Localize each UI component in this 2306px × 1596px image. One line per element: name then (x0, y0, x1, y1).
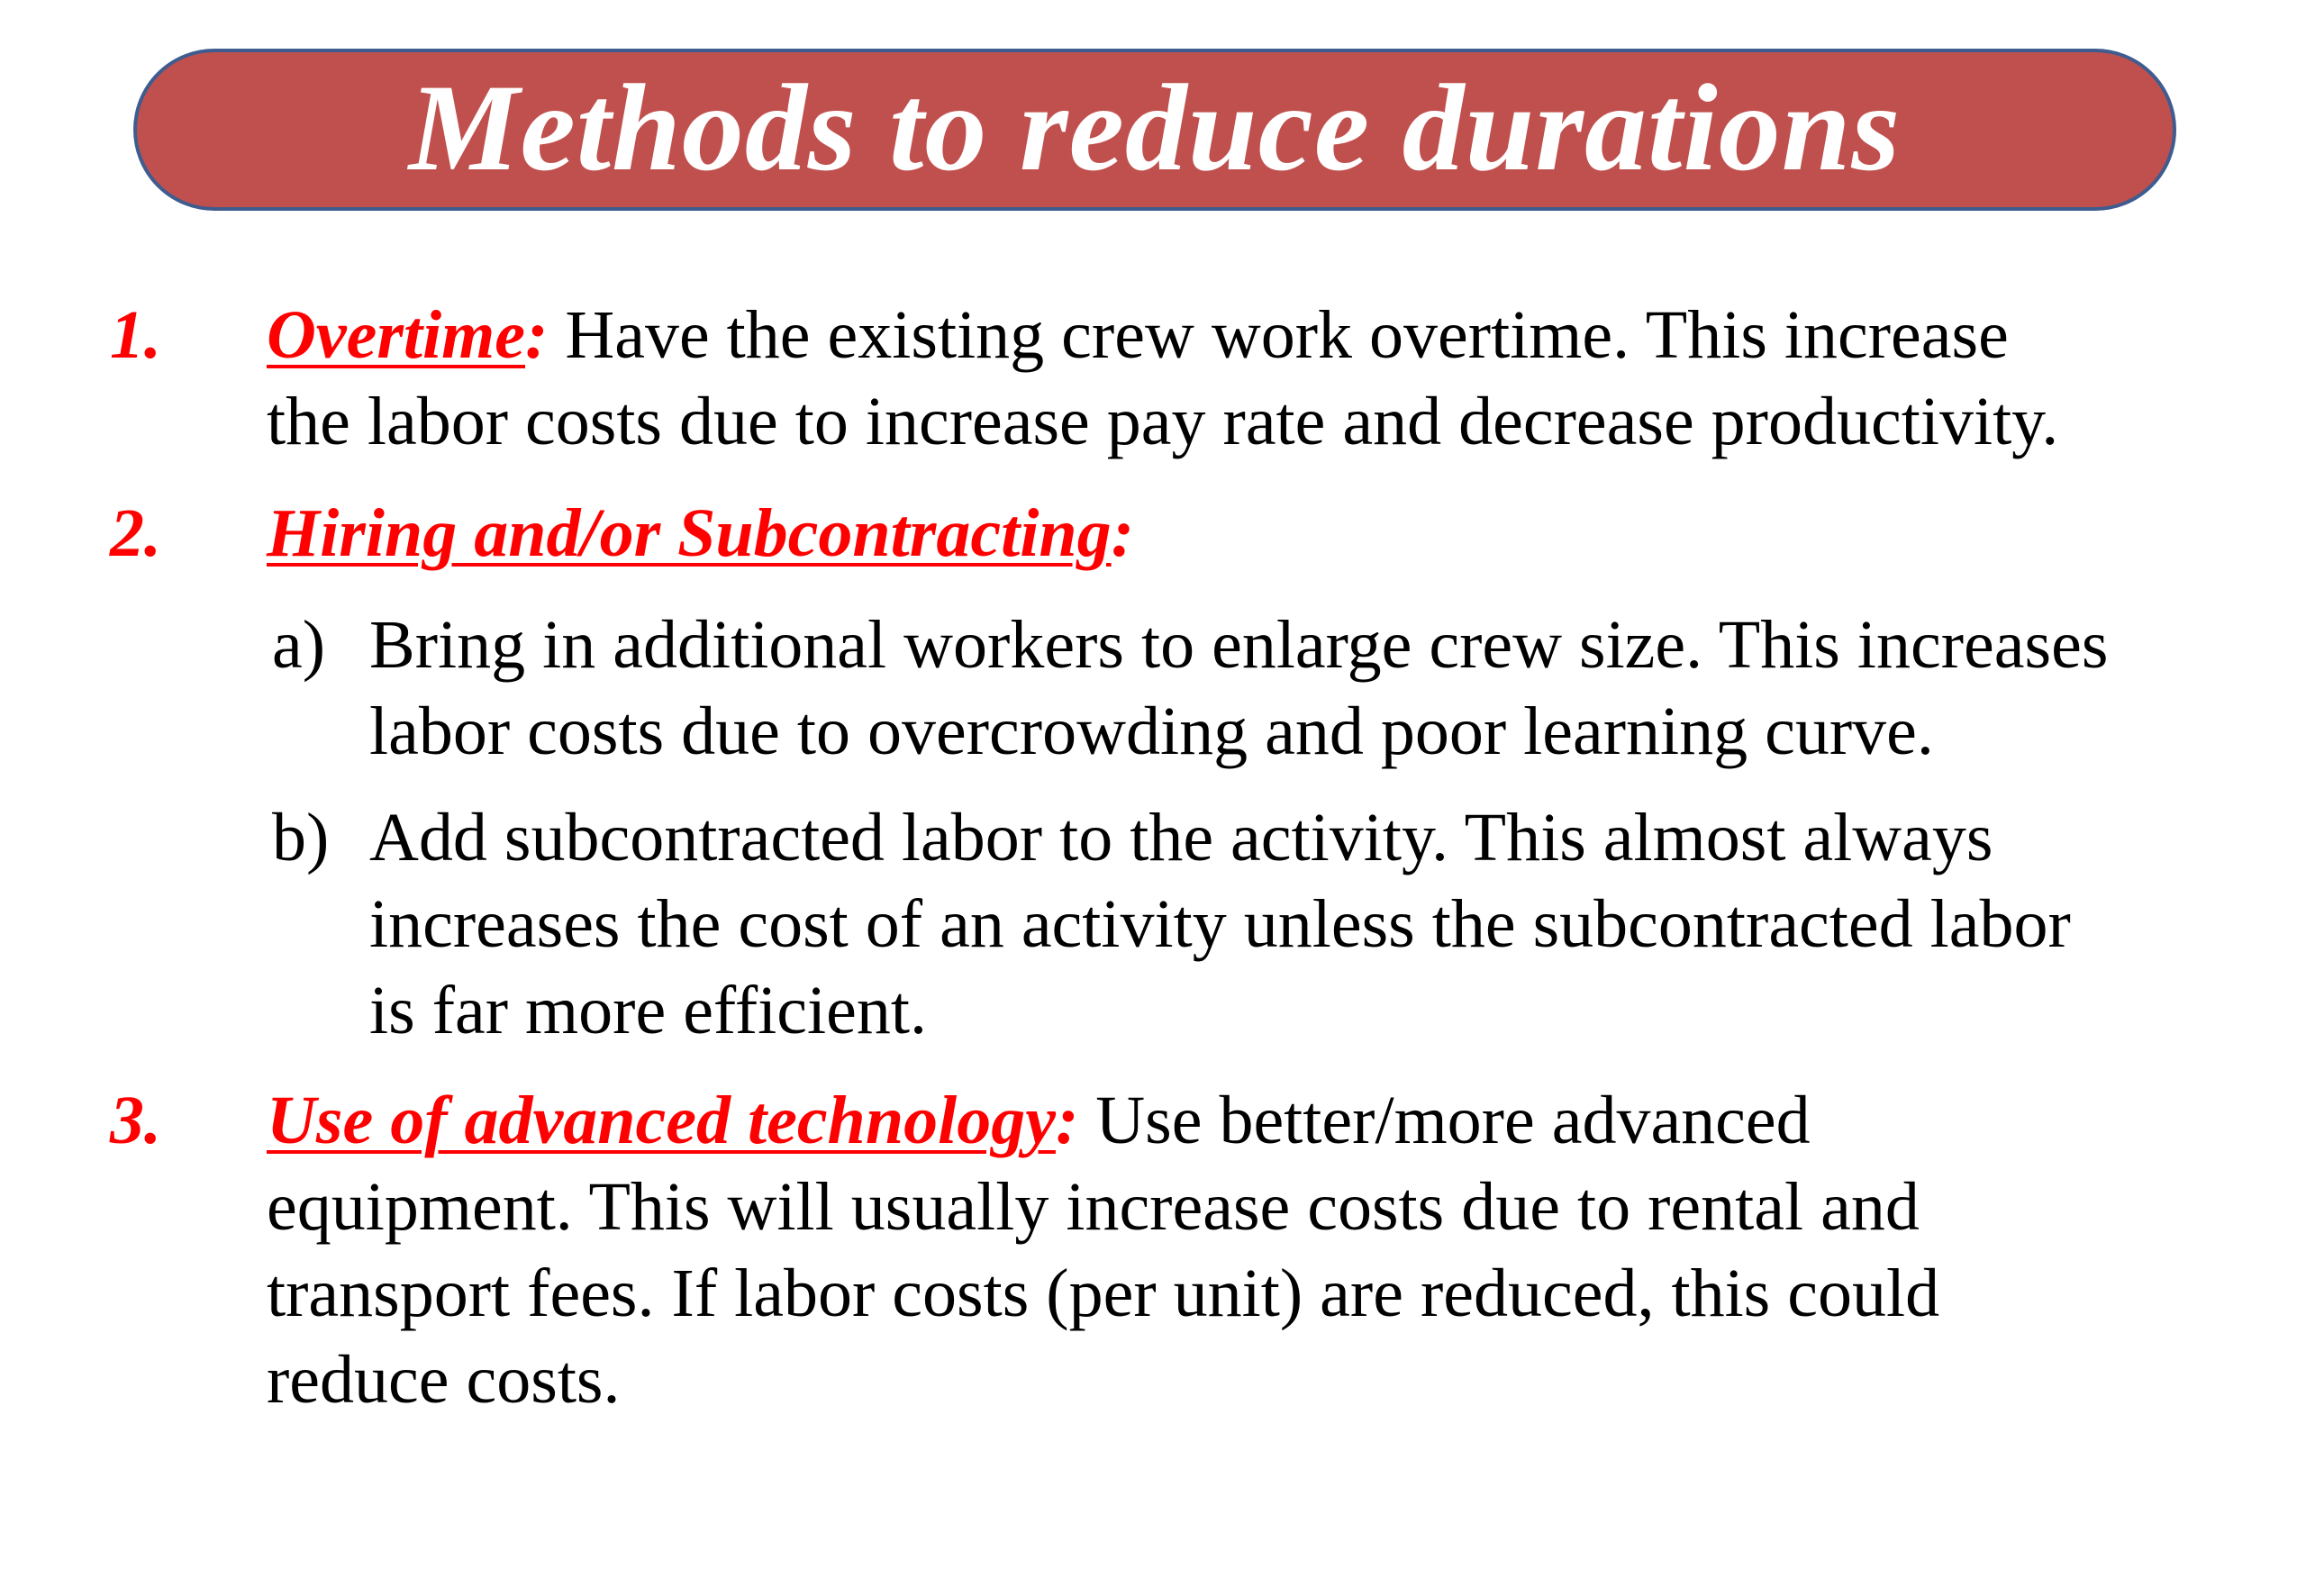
item-3-text-line-2: equipment. This will usually increase costs due to rental and (267, 1169, 1920, 1245)
item-3-number: 3. (110, 1083, 161, 1158)
subitem-a-line-1: Bring in additional workers to enlarge crew size. This increases (369, 607, 2109, 683)
subitem-b-line-1: Add subcontracted labor to the activity. This almost always (369, 800, 1993, 875)
item-1-text-line-1: Have the existing crew work overtime. This increase (565, 297, 2009, 373)
item-2-number: 2. (110, 495, 161, 571)
subitem-a-line-2: labor costs due to overcrowding and poor learning curve. (369, 694, 1934, 769)
item-3-text-line-1: Use better/more advanced (1095, 1083, 1811, 1158)
item-3-heading: Use of advanced technology (267, 1083, 1056, 1158)
subitem-b-line-3: is far more efficient. (369, 973, 927, 1048)
subitem-a-label: a) (272, 607, 326, 683)
page-title: Methods to reduce durations (408, 59, 1902, 196)
item-1-heading: Overtime (267, 297, 526, 373)
subitem-b-line-2: increases the cost of an activity unless the subcontracted labor (369, 886, 2071, 962)
item-3-colon: : (1055, 1083, 1079, 1158)
item-1-number: 1. (110, 297, 161, 373)
subitem-b-label: b) (272, 800, 330, 875)
item-1-first-line (267, 292, 2009, 378)
item-1-colon: : (525, 297, 549, 373)
item-3-first-line (267, 1077, 1811, 1164)
item-3-text-line-4: reduce costs. (267, 1342, 621, 1418)
item-2-heading: Hiring and/or Subcontracting (267, 495, 1112, 571)
item-1-text-line-2: the labor costs due to increase pay rate and decrease productivity. (267, 384, 2059, 459)
item-2-first-line (267, 490, 1134, 576)
item-3-text-line-3: transport fees. If labor costs (per unit) are reduced, this could (267, 1256, 1940, 1331)
item-2-colon: : (1111, 495, 1134, 571)
